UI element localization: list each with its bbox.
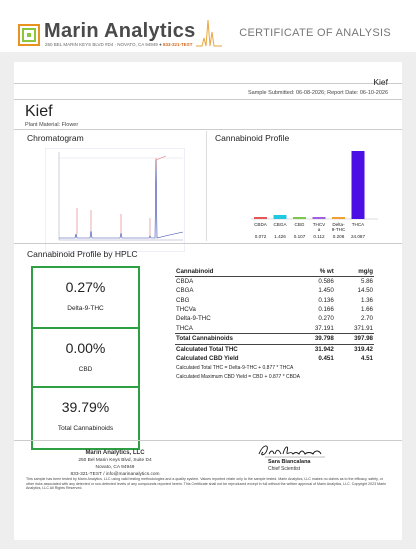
brand-address-line: 250 BEL MARIN KEYS BLVD #D4 · NOVATO, CA 94949 ● 833-321-TEST — [45, 42, 193, 47]
category-label: a — [317, 227, 321, 232]
signer-name: Sara Biancalana — [268, 459, 311, 465]
divider — [14, 440, 402, 441]
calc-thc-wt: 31.942 — [314, 345, 334, 353]
hplc-section-title: Cannabinoid Profile by HPLC — [27, 249, 138, 259]
row-mg: 14.50 — [357, 287, 373, 295]
report-sample-title: Kief — [373, 77, 388, 87]
lab-info — [60, 450, 170, 478]
table-header-row — [175, 266, 374, 277]
header-cannabinoid: Cannabinoid — [175, 266, 296, 277]
signer-title: Chief Scientist — [268, 466, 300, 472]
row-mg: 5.86 — [360, 278, 373, 286]
lab-address2: Novato, CA 94949 — [95, 465, 135, 470]
bar-cbda — [254, 217, 267, 219]
report-dates: Sample Submitted: 06-08-2026; Report Date: 06-10-2026 — [247, 90, 388, 96]
column-divider — [206, 131, 207, 241]
bar-delta-9-thc — [332, 217, 345, 219]
divider — [14, 83, 402, 84]
total-wt: 39.798 — [296, 333, 335, 344]
category-label: THCV — [312, 222, 326, 227]
cannabinoid-profile-chart — [246, 148, 384, 252]
card-label: Total Cannabinoids — [57, 425, 114, 432]
calc-cbd-wt: 0.451 — [318, 355, 334, 363]
table-row — [175, 277, 374, 287]
value-label: 24.087 — [350, 234, 366, 239]
card-value: 39.79% — [61, 399, 110, 415]
card-label: Delta-9-THC — [67, 305, 104, 312]
table-row — [175, 305, 374, 314]
table-row — [175, 296, 374, 305]
total-mg: 397.98 — [335, 333, 374, 344]
value-label: 0.112 — [313, 234, 325, 239]
sample-name: Kief — [25, 103, 53, 120]
row-name: THCVa — [176, 306, 196, 314]
calc-cbd-mg: 4.51 — [360, 355, 373, 363]
brand-address: 250 BEL MARIN KEYS BLVD #D4 · NOVATO, CA 94949 — [45, 42, 158, 47]
row-wt: 0.136 — [318, 296, 334, 304]
chromatogram-title: Chromatogram — [27, 133, 84, 143]
lab-address1: 250 Bel Marin Keys Blvd, Suite D4 — [78, 458, 152, 463]
card-value: 0.27% — [65, 279, 106, 295]
document-type: CERTIFICATE OF ANALYSIS — [239, 27, 391, 39]
category-label: THCA — [351, 222, 365, 227]
row-name: CBDA — [176, 278, 194, 286]
calc-thc-label: Calculated Total THC — [176, 345, 238, 353]
category-label: CBDA — [254, 222, 267, 227]
chromatogram-image — [45, 148, 185, 252]
chromatogram-peak-icon — [196, 18, 222, 48]
brand-name: Marin Analytics — [44, 20, 196, 42]
bar-cbg — [293, 217, 306, 219]
formula-cbd-row — [175, 373, 374, 382]
value-label: 1.426 — [274, 234, 286, 239]
card-value: 0.00% — [65, 340, 106, 356]
row-name: CBGA — [176, 287, 194, 295]
value-label: 0.072 — [254, 234, 267, 239]
signature-image — [255, 440, 335, 460]
bar-thca — [352, 151, 365, 219]
total-label: Total Cannabinoids — [175, 333, 296, 344]
header-mg: mg/g — [335, 266, 374, 277]
card-label: CBD — [78, 366, 93, 373]
category-label: 9-THC — [331, 227, 346, 232]
divider — [14, 99, 402, 100]
header-wt: % wt — [296, 266, 335, 277]
row-name: Delta-9-THC — [176, 315, 211, 323]
plant-material: Plant Material: Flower — [25, 122, 79, 128]
category-label: Delta- — [332, 222, 345, 227]
formula-thc: Calculated Total THC = Delta-9-THC + 0.877 * THCA — [176, 365, 294, 372]
divider — [14, 129, 402, 130]
category-label: CBGA — [273, 222, 287, 227]
cbd-card — [31, 327, 140, 391]
total-row — [175, 333, 374, 344]
lab-name: Marin Analytics, LLC — [85, 450, 145, 456]
calc-cbd-label: Calculated CBD Yield — [176, 355, 239, 363]
report-header — [0, 0, 416, 52]
category-label: CBG — [294, 222, 305, 227]
table-row — [175, 286, 374, 295]
row-mg: 1.36 — [360, 296, 373, 304]
row-wt: 0.270 — [318, 315, 334, 323]
table-row — [175, 323, 374, 333]
row-wt: 1.450 — [318, 287, 334, 295]
marin-logo-icon — [18, 24, 40, 46]
cannabinoid-profile-title: Cannabinoid Profile — [215, 133, 290, 143]
row-name: CBG — [176, 296, 190, 304]
calc-thc-mg: 319.42 — [354, 345, 373, 353]
row-mg: 371.91 — [354, 324, 373, 332]
formula-cbd: Calculated Maximum CBD Yield = CBD + 0.877 * CBDA — [176, 374, 300, 381]
calc-thc-row — [175, 344, 374, 354]
formula-thc-row — [175, 363, 374, 372]
value-label: 0.208 — [332, 234, 345, 239]
bar-cbga — [274, 215, 287, 219]
cannabinoid-table — [175, 266, 374, 382]
row-mg: 1.66 — [360, 306, 373, 314]
row-mg: 2.70 — [360, 315, 373, 323]
bar-thcv-a — [313, 217, 326, 219]
row-wt: 0.166 — [318, 306, 334, 314]
calc-cbd-row — [175, 354, 374, 363]
table-row — [175, 314, 374, 323]
value-label: 0.107 — [293, 234, 306, 239]
row-wt: 37.191 — [314, 324, 334, 332]
delta9-thc-card — [31, 266, 140, 330]
brand-phone: 833-321-TEST — [163, 42, 193, 47]
row-wt: 0.586 — [318, 278, 334, 286]
disclaimer-text: This sample has been tested by Marin Analytics, LLC using valid testing methodologies and a quality system. Values reported relate only to the sample tested. Marin Analytics, LLC makes no claims as to the efficacy, safety, or other risks associated with any detected or non-detected levels of any compounds reported herein. This Certificate shall not be reproduced except in full without the written approval of Marin Analytics, LLC. Copyright 2023 Marin Analytics, LLC All Rights Reserved. — [26, 477, 387, 491]
row-name: THCA — [176, 324, 193, 332]
divider — [14, 243, 402, 244]
lab-contact: 833-321-TEST / info@marinanalytics.com — [70, 472, 160, 477]
